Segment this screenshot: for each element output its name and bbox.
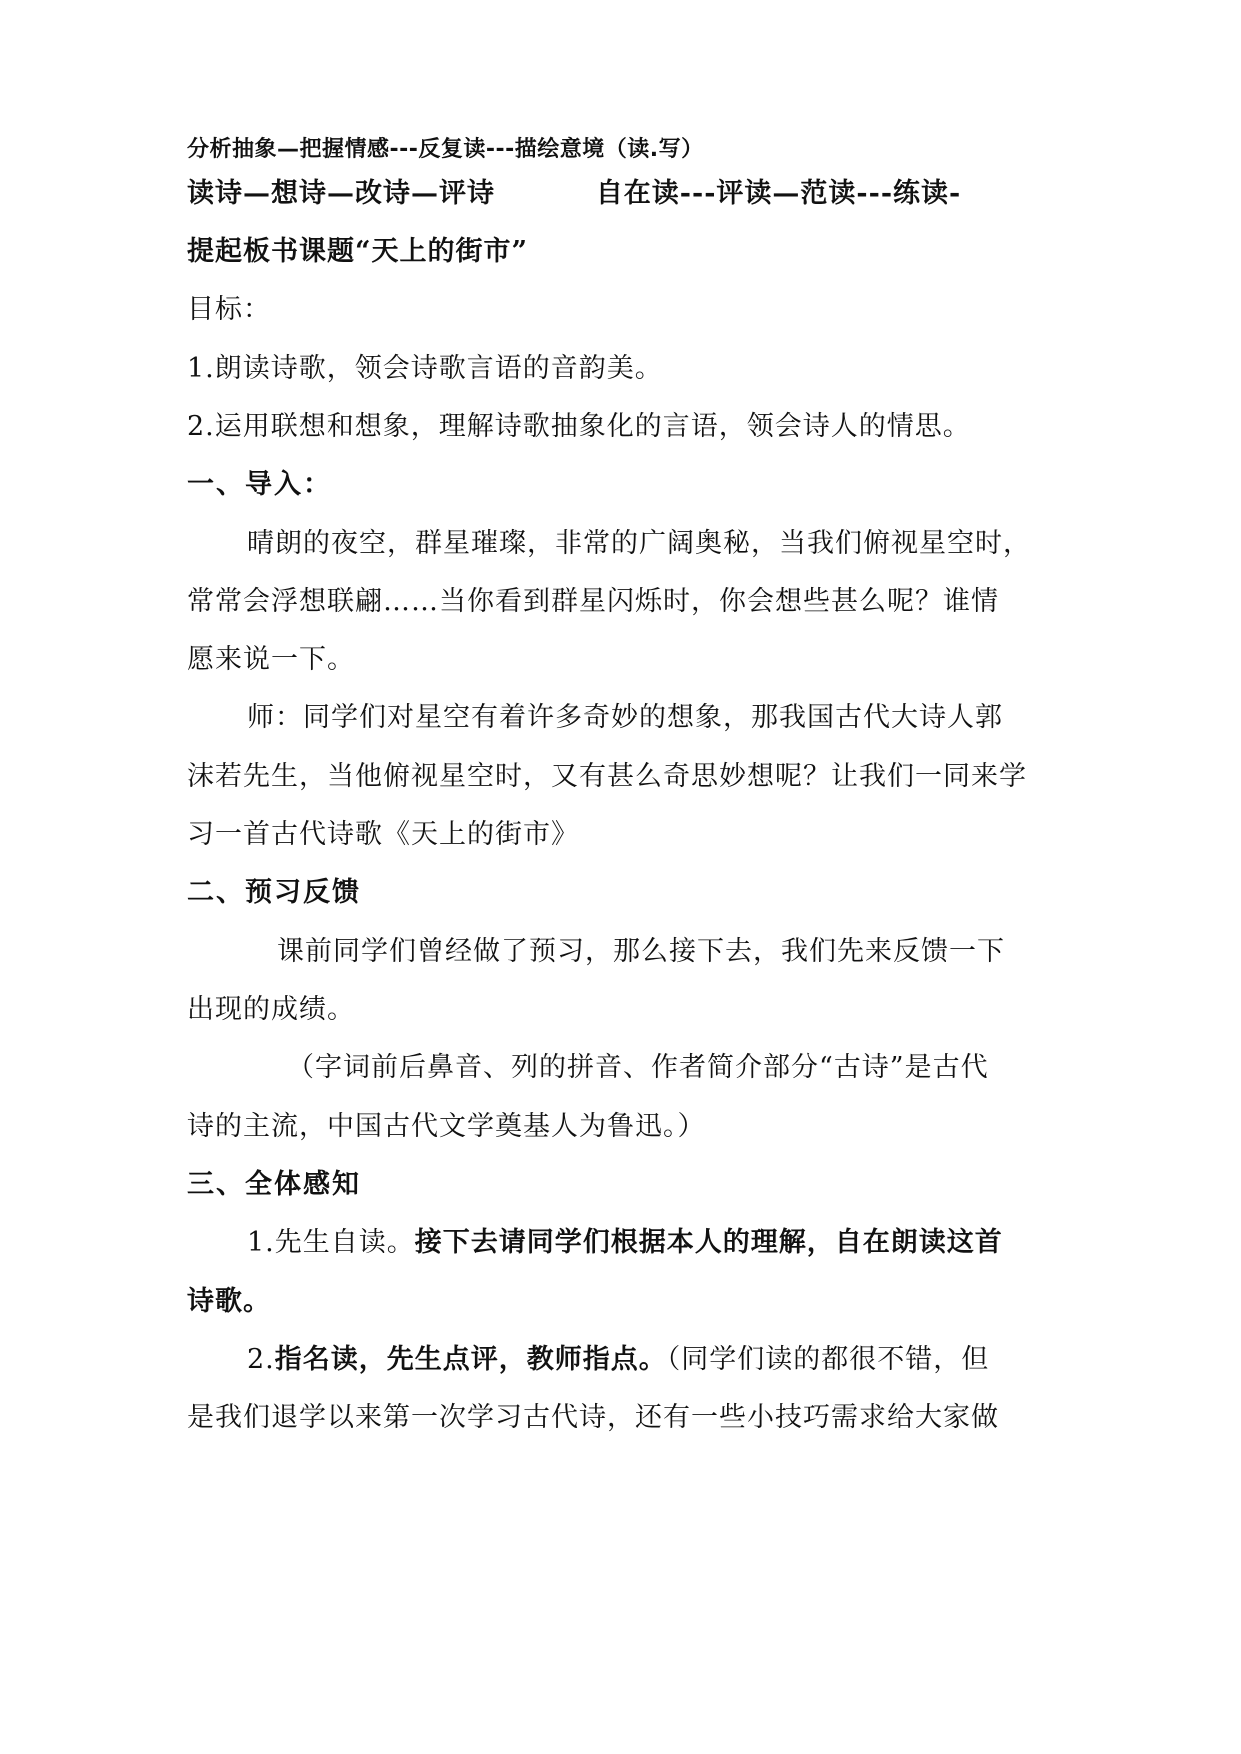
paragraph-text: （字词前后鼻音、列的拼音、作者简介部分“古诗”是古代 xyxy=(287,1052,989,1083)
item-2-note-continued: 是我们退学以来第一次学习古代诗，还有一些小技巧需求给大家做 xyxy=(187,1402,999,1433)
goals-title-text: 目标： xyxy=(187,294,271,325)
paragraph-text: 出现的成绩。 xyxy=(187,994,355,1025)
item-1-instruction-end: 诗歌。 xyxy=(187,1286,271,1317)
item-1-lead: 1.先生自读。 xyxy=(247,1227,415,1258)
item-2-note: （同学们读的都很不错，但 xyxy=(666,1344,990,1375)
header-line-2-left: 读诗—想诗—改诗—评诗 xyxy=(187,178,495,209)
paragraph-text: 师：同学们对星空有着许多奇妙的想象，那我国古代大诗人郭 xyxy=(247,702,1003,733)
paragraph-text: 课前同学们曾经做了预习，那么接下去，我们先来反馈一下 xyxy=(277,936,1005,967)
header-line-3 xyxy=(187,235,528,269)
item-1-instruction: 接下去请同学们根据本人的理解，自在朗读这首 xyxy=(414,1227,1003,1258)
section-1-title: 一、导入： xyxy=(187,469,332,500)
section-1-paragraph-1-line-3 xyxy=(187,643,355,677)
goal-item-1 xyxy=(187,352,663,386)
goals-title xyxy=(187,293,271,327)
section-3-item-1-line-1 xyxy=(247,1226,1003,1260)
header-line-2 xyxy=(187,177,961,211)
section-2-paragraph-1-line-2 xyxy=(187,993,355,1027)
paragraph-text: 诗的主流，中国古代文学奠基人为鲁迅。） xyxy=(187,1111,706,1142)
section-1-heading xyxy=(187,468,332,502)
section-1-paragraph-2-line-1 xyxy=(247,701,1003,735)
section-2-title: 二、预习反馈 xyxy=(187,877,361,908)
section-3-title: 三、全体感知 xyxy=(187,1169,361,1200)
section-2-heading xyxy=(187,876,361,910)
header-line-2-right: 自在读---评读—范读---练读- xyxy=(595,178,962,209)
section-1-paragraph-2-line-2 xyxy=(187,760,1027,794)
section-3-item-1-line-2 xyxy=(187,1285,271,1319)
paragraph-text: 沫若先生，当他俯视星空时，又有甚么奇思妙想呢？让我们一同来学 xyxy=(187,761,1027,792)
goal-item-2-text: 2.运用联想和想象，理解诗歌抽象化的言语，领会诗人的情思。 xyxy=(187,411,971,442)
paragraph-text: 愿来说一下。 xyxy=(187,644,355,675)
paragraph-text: 常常会浮想联翩……当你看到群星闪烁时，你会想些甚么呢？谁情 xyxy=(187,586,999,617)
paragraph-text: 晴朗的夜空，群星璀璨，非常的广阔奥秘，当我们俯视星空时， xyxy=(247,528,1031,559)
lesson-title: 提起板书课题“天上的街市” xyxy=(187,236,529,267)
header-line-1 xyxy=(187,133,704,167)
section-2-paragraph-2-line-2 xyxy=(187,1110,706,1144)
goal-item-2 xyxy=(187,410,971,444)
section-3-heading xyxy=(187,1168,361,1202)
item-2-instruction: 指名读，先生点评，教师指点。 xyxy=(274,1344,667,1375)
goal-item-1-text: 1.朗读诗歌，领会诗歌言语的音韵美。 xyxy=(187,353,663,384)
item-2-number: 2. xyxy=(247,1344,275,1375)
section-2-paragraph-1-line-1 xyxy=(277,935,1005,969)
section-1-paragraph-1-line-2 xyxy=(187,585,999,619)
section-2-paragraph-2-line-1 xyxy=(287,1051,989,1085)
section-1-paragraph-1-line-1 xyxy=(247,527,1031,561)
header-line-1-text: 分析抽象—把握情感---反复读---描绘意境（读.写） xyxy=(187,137,704,162)
paragraph-text: 习一首古代诗歌《天上的街市》 xyxy=(187,819,579,850)
section-3-item-2-line-2 xyxy=(187,1401,999,1435)
section-3-item-2-line-1 xyxy=(247,1343,989,1377)
section-1-paragraph-2-line-3 xyxy=(187,818,579,852)
